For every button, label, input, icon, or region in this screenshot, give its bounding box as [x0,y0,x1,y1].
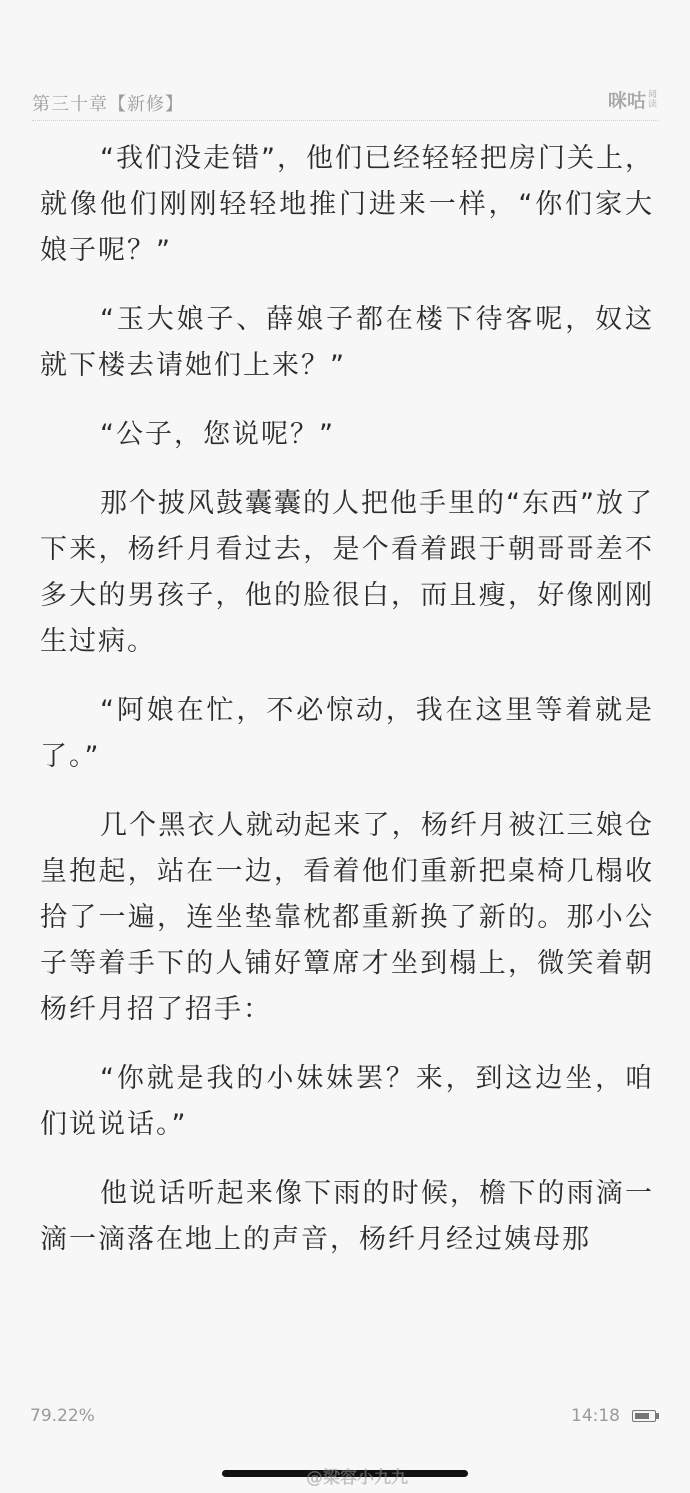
reading-progress: 79.22% [30,1406,95,1426]
paragraph-4: 那个披风鼓囊囊的人把他手里的“东西”放了下来，杨纤月看过去，是个看着跟于朝哥哥差不多大的男孩子，他的脸很白，而且瘦，好像刚刚生过病。 [40,488,654,657]
paragraph-6: 几个黑衣人就动起来了，杨纤月被江三娘仓皇抱起，站在一边，看着他们重新把桌椅几榻收拾了一遍，连坐垫靠枕都重新换了新的。那小公子等着手下的人铺好簟席才坐到榻上，微笑着朝杨纤月招了招手： [40,810,654,1025]
app-logo-text: 咪咕 [607,90,646,112]
watermark: @梁容小九九 [306,1468,408,1488]
reader-footer [30,1406,660,1434]
battery-tip [656,1413,659,1419]
reading-content[interactable] [40,136,654,1286]
battery-fill [635,1413,649,1419]
app-logo-subtext: 阅读 [648,89,658,110]
paragraph-8: 他说话听起来像下雨的时候，檐下的雨滴一滴一滴落在地上的声音，杨纤月经过姨母那 [40,1178,654,1255]
paragraph-1: “我们没走错”，他们已经轻轻把房门关上，就像他们刚刚轻轻地推门进来一样，“你们家大娘子呢？” [40,143,654,266]
paragraph-5: “阿娘在忙，不必惊动，我在这里等着就是了。” [40,695,654,772]
clock-time: 14:18 [571,1406,620,1426]
app-logo [608,86,658,113]
chapter-title: 第三十章【新修】 [32,94,184,115]
paragraph-3: “公子，您说呢？” [100,419,335,450]
paragraph-2: “玉大娘子、薛娘子都在楼下待客呢，奴这就下楼去请她们上来？” [40,304,654,381]
paragraph-7: “你就是我的小妹妹罢？来，到这边坐，咱们说说话。” [40,1063,654,1140]
battery-icon [632,1410,660,1424]
reader-header [32,86,658,121]
